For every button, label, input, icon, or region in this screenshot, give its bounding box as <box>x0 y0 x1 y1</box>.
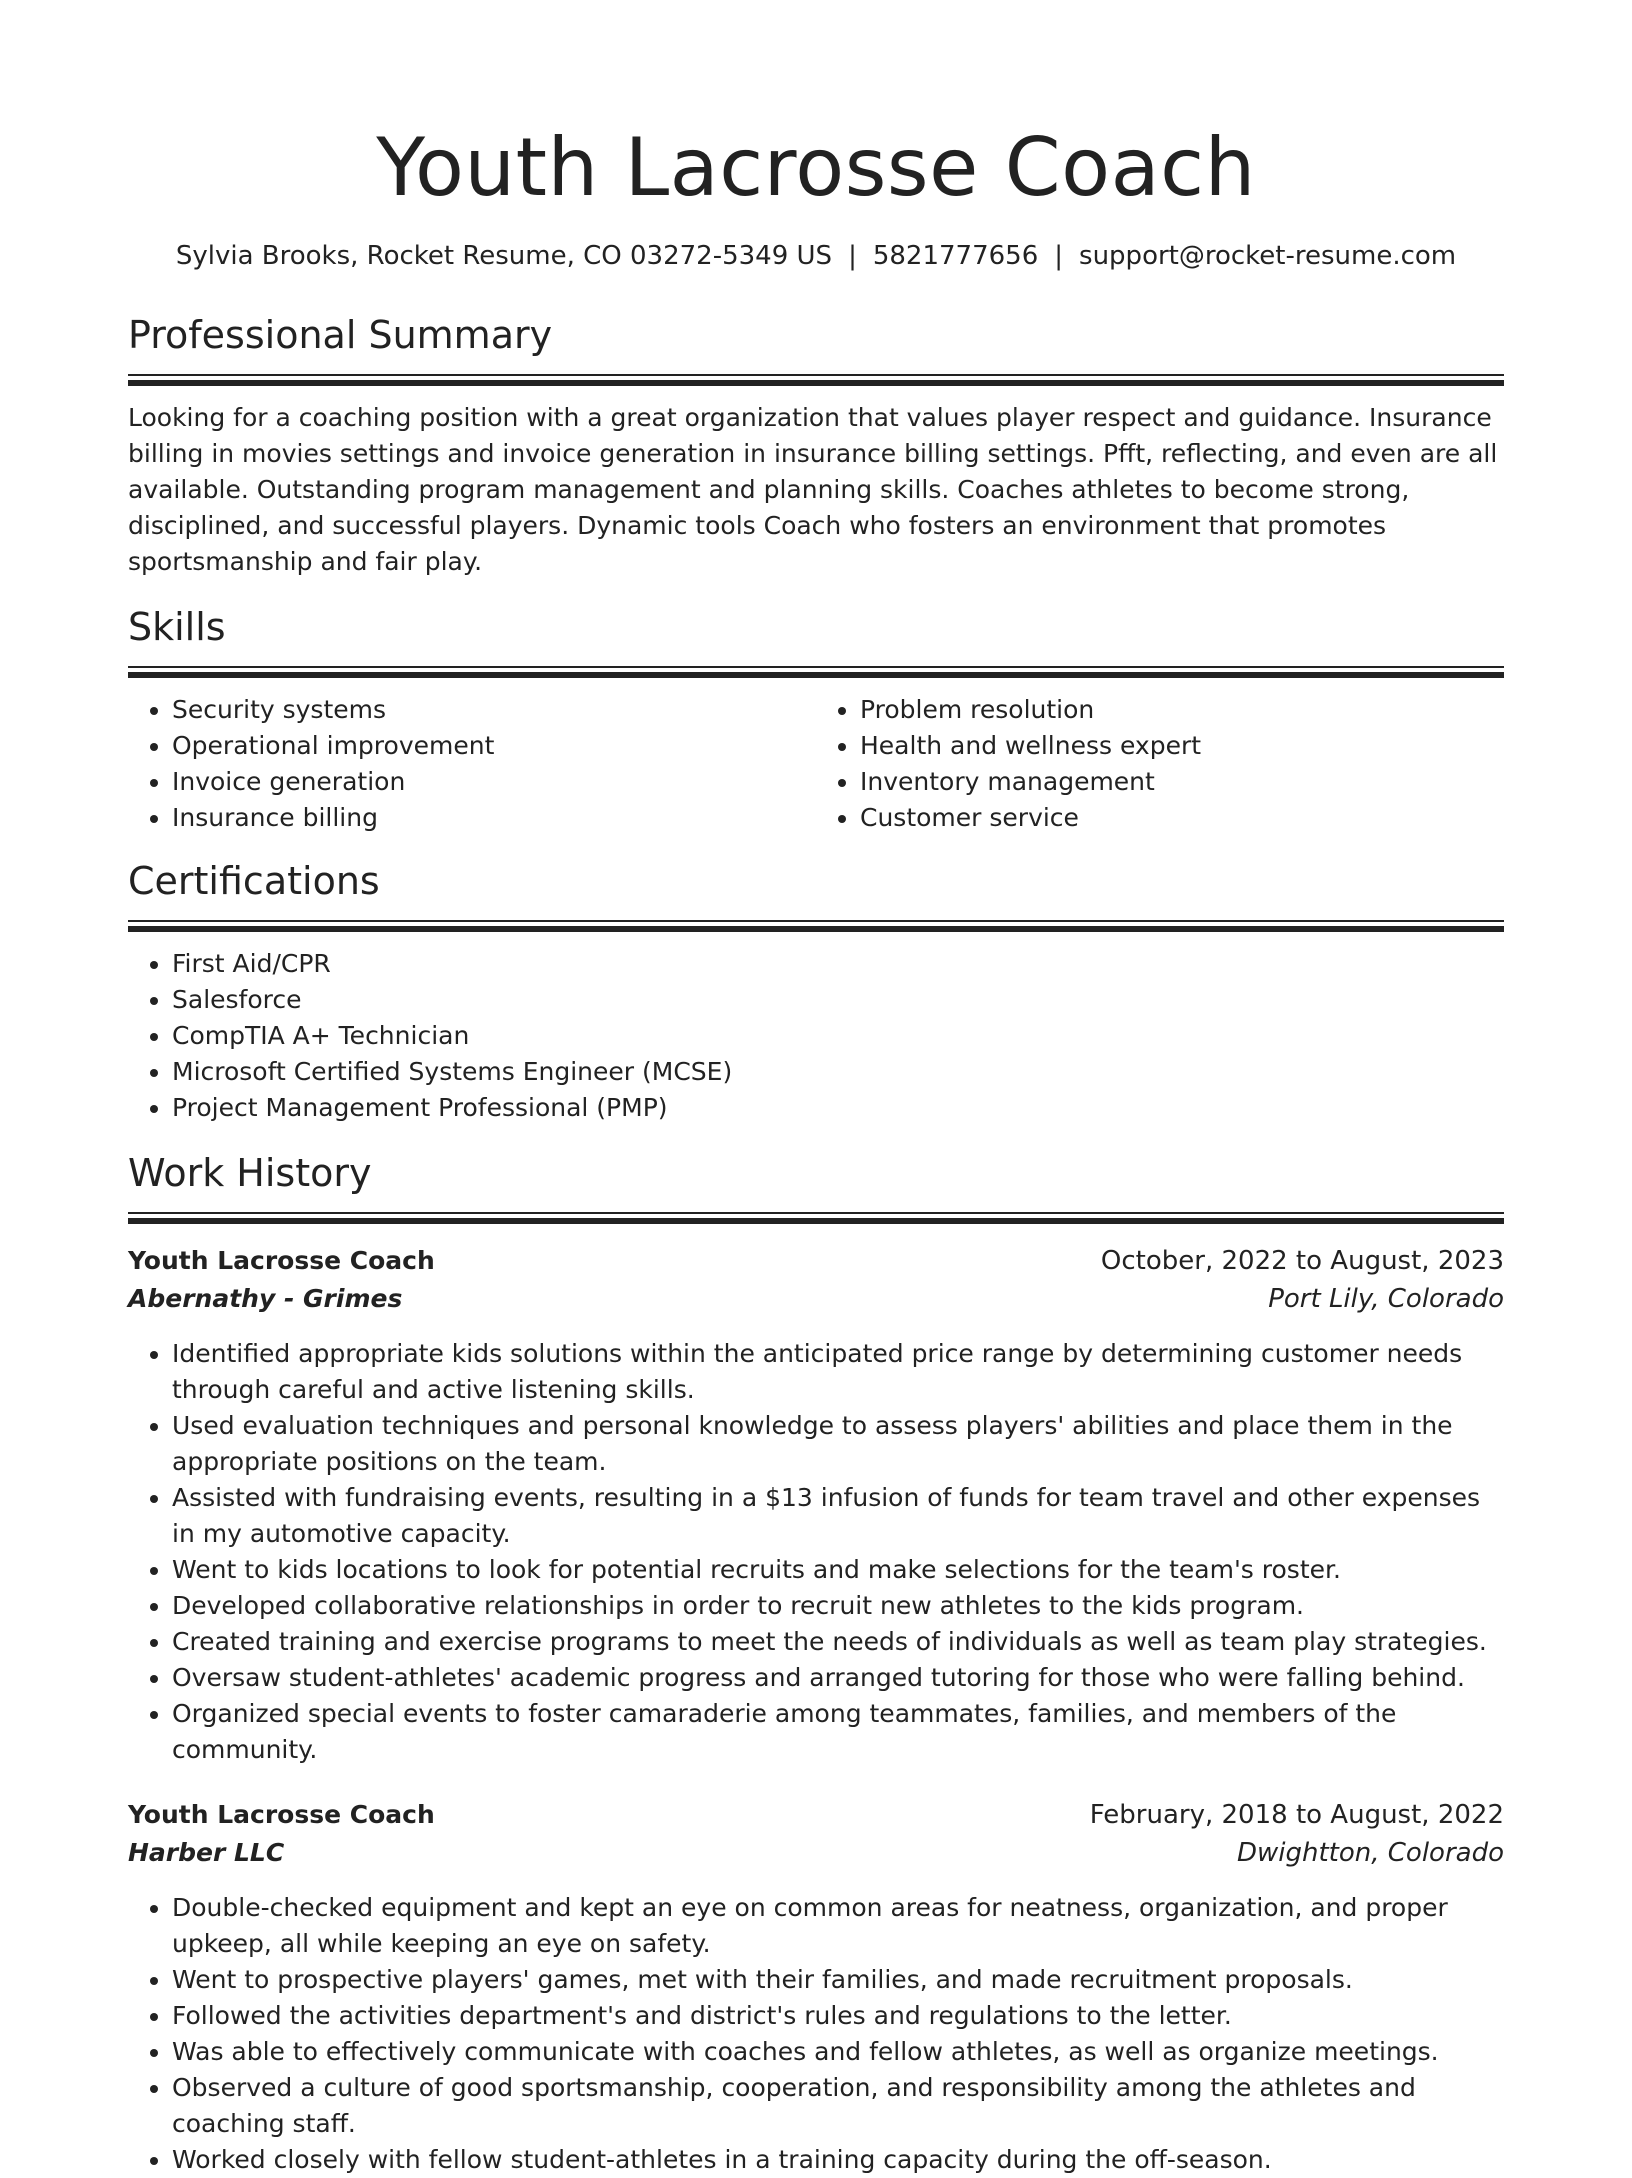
job-company: Harber LLC <box>128 1838 285 1867</box>
skills-grid <box>128 678 1504 836</box>
skill-item: • Security systems <box>172 692 816 728</box>
job-entry <box>128 1796 1504 2178</box>
job-bullet: • Oversaw student-athletes' academic progress and arranged tutoring for those who were falling behind. <box>172 1660 1504 1696</box>
job-bullet: • Assisted with fundraising events, resulting in a $13 infusion of funds for team travel and other expenses in my automotive capacity. <box>172 1480 1504 1552</box>
job-title: Youth Lacrosse Coach <box>128 1246 435 1275</box>
skills-section <box>128 602 1504 836</box>
skills-list-right <box>816 692 1504 836</box>
contact-line <box>128 240 1504 272</box>
job-bullets <box>128 1336 1504 1768</box>
skill-item: • Operational improvement <box>172 728 816 764</box>
job-bullet: • Worked closely with fellow student-athletes in a training capacity during the off-season. <box>172 2142 1504 2178</box>
summary-section <box>128 310 1504 580</box>
certification-item: • First Aid/CPR <box>172 946 1504 982</box>
skills-list-left <box>128 692 816 836</box>
job-company-row <box>128 1834 1504 1872</box>
work-history-section <box>128 1148 1504 2178</box>
certification-item: • CompTIA A+ Technician <box>172 1018 1504 1054</box>
job-bullet: • Double-checked equipment and kept an eye on common areas for neatness, organization, and proper upkeep, all while keeping an eye on safety. <box>172 1890 1504 1962</box>
job-bullet: • Observed a culture of good sportsmanship, cooperation, and responsibility among the athletes and coaching staff. <box>172 2070 1504 2142</box>
certifications-list <box>128 946 1504 1126</box>
job-dates: February, 2018 to August, 2022 <box>1089 1800 1504 1830</box>
job-bullet: • Was able to effectively communicate with coaches and fellow athletes, as well as organize meetings. <box>172 2034 1504 2070</box>
job-header-row <box>128 1242 1504 1280</box>
skill-item: • Health and wellness expert <box>860 728 1504 764</box>
certification-item: • Salesforce <box>172 982 1504 1018</box>
section-divider <box>128 1212 1504 1224</box>
resume-name: Youth Lacrosse Coach <box>376 121 1256 214</box>
section-divider <box>128 920 1504 932</box>
contact-email: support@rocket-resume.com <box>1079 241 1457 271</box>
skill-item: • Inventory management <box>860 764 1504 800</box>
section-title-summary: Professional Summary <box>128 313 553 357</box>
job-bullet: • Went to kids locations to look for potential recruits and make selections for the team's roster. <box>172 1552 1504 1588</box>
skill-item: • Customer service <box>860 800 1504 836</box>
skill-item: • Insurance billing <box>172 800 816 836</box>
job-location: Port Lily, Colorado <box>1268 1284 1504 1314</box>
skill-item: • Invoice generation <box>172 764 816 800</box>
job-company: Abernathy - Grimes <box>128 1284 403 1313</box>
job-location: Dwightton, Colorado <box>1236 1838 1504 1868</box>
contact-address: Sylvia Brooks, Rocket Resume, CO 03272-5349 US <box>175 241 833 271</box>
job-bullet: • Developed collaborative relationships in order to recruit new athletes to the kids program. <box>172 1588 1504 1624</box>
job-company-row <box>128 1280 1504 1318</box>
job-entry <box>128 1242 1504 1768</box>
contact-separator: | <box>848 241 857 271</box>
certifications-section <box>128 856 1504 1126</box>
contact-phone: 5821777656 <box>872 241 1039 271</box>
contact-separator: | <box>1054 241 1064 271</box>
section-divider <box>128 666 1504 678</box>
job-bullet: • Organized special events to foster camaraderie among teammates, families, and members of the community. <box>172 1696 1504 1768</box>
job-header-row <box>128 1796 1504 1834</box>
certification-item: • Microsoft Certified Systems Engineer (MCSE) <box>172 1054 1504 1090</box>
job-title: Youth Lacrosse Coach <box>128 1800 435 1829</box>
skill-item: • Problem resolution <box>860 692 1504 728</box>
job-bullet: • Followed the activities department's and district's rules and regulations to the letter. <box>172 1998 1504 2034</box>
section-title-work-history: Work History <box>128 1151 372 1195</box>
job-bullet: • Went to prospective players' games, met with their families, and made recruitment proposals. <box>172 1962 1504 1998</box>
summary-text: Looking for a coaching position with a great organization that values player respect and guidance. Insurance billing in movies settings and invoice generation in insurance billing settings. Pfft, reflecting, and even are all available. Outstanding program management and planning skills. Coaches athletes to become strong, disciplined, and successful players. Dynamic tools Coach who fosters an environment that promotes sportsmanship and fair play. <box>128 403 1498 576</box>
section-title-skills: Skills <box>128 605 226 649</box>
job-bullets <box>128 1890 1504 2178</box>
certification-item: • Project Management Professional (PMP) <box>172 1090 1504 1126</box>
job-bullet: • Identified appropriate kids solutions within the anticipated price range by determining customer needs through careful and active listening skills. <box>172 1336 1504 1408</box>
section-title-certifications: Certifications <box>128 859 380 903</box>
job-dates: October, 2022 to August, 2023 <box>1100 1246 1504 1276</box>
job-bullet: • Used evaluation techniques and personal knowledge to assess players' abilities and place them in the appropriate positions on the team. <box>172 1408 1504 1480</box>
section-divider <box>128 374 1504 386</box>
job-bullet: • Created training and exercise programs to meet the needs of individuals as well as team play strategies. <box>172 1624 1504 1660</box>
